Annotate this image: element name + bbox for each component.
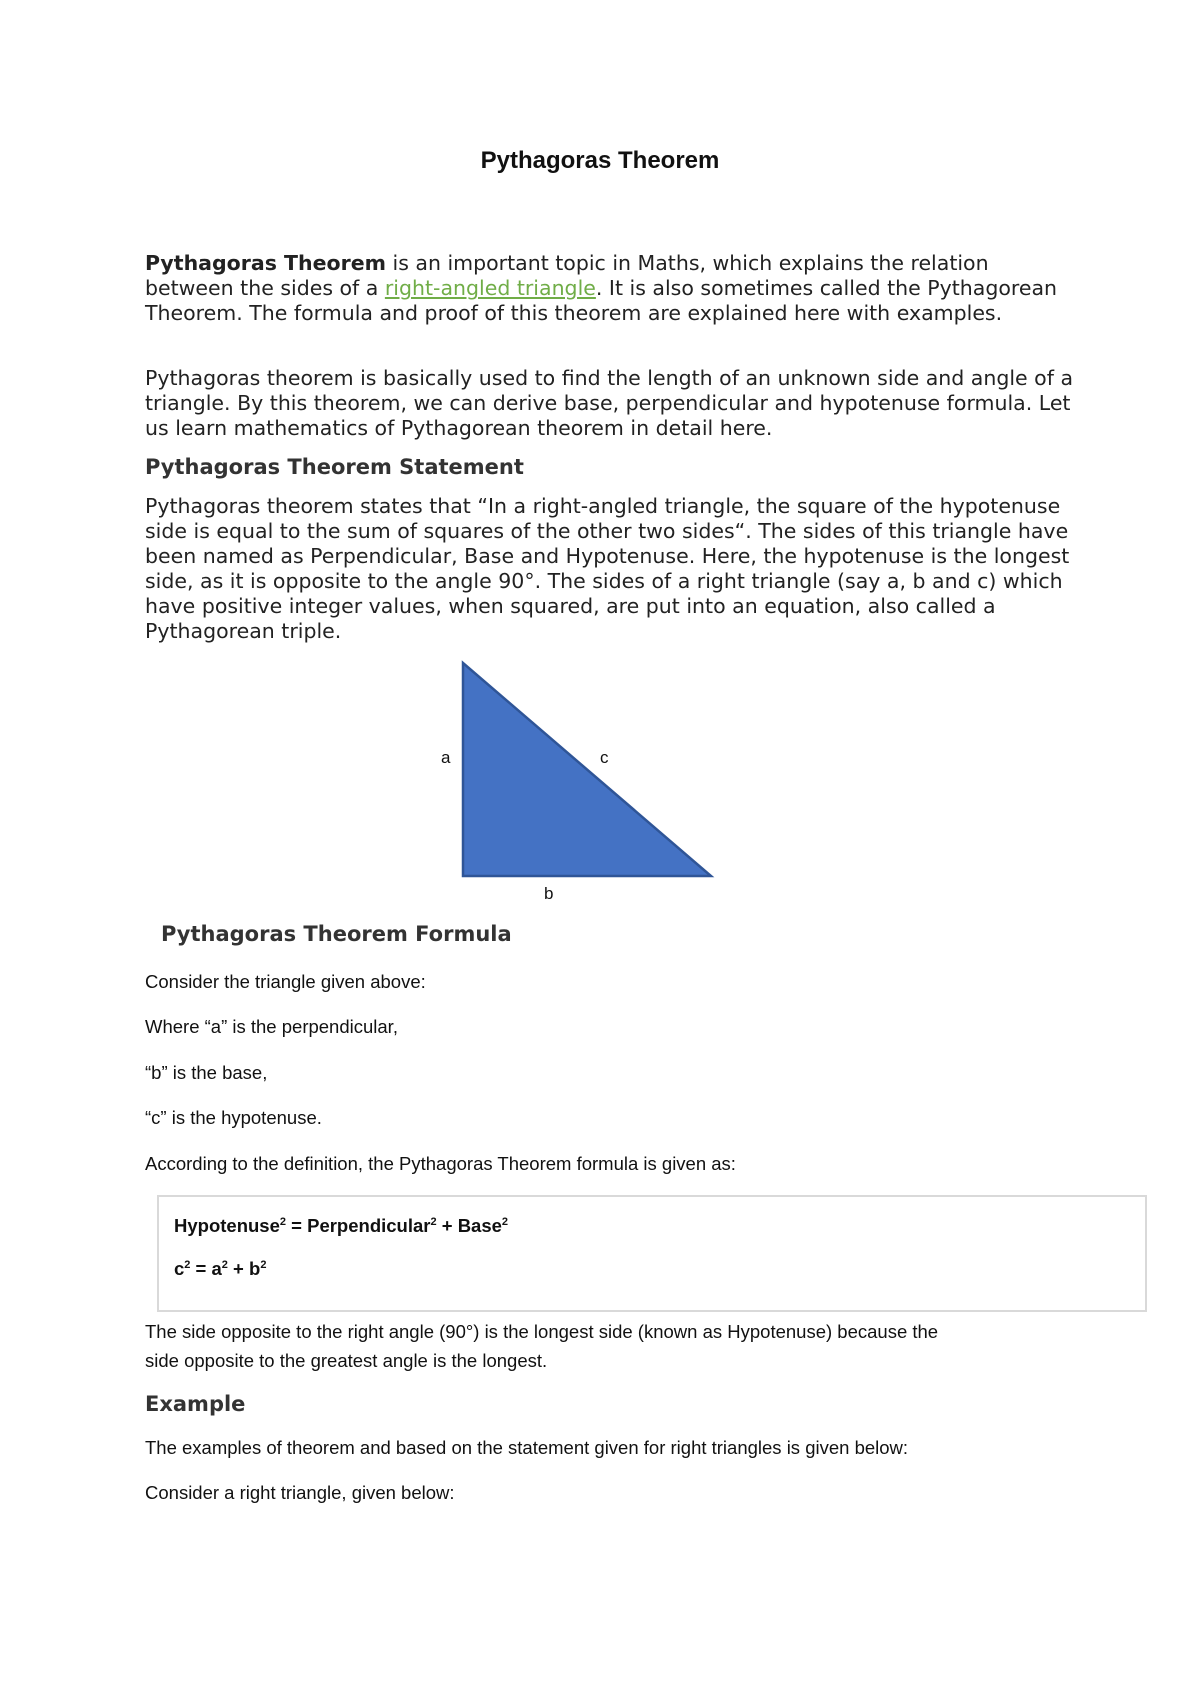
base-definition: “b” is the base, (145, 1062, 268, 1083)
hypotenuse-definition: “c” is the hypotenuse. (145, 1107, 322, 1128)
intro-paragraph-2: Pythagoras theorem is basically used to find the length of an unknown side and angle of a triangle. By this theorem, we can derive base, perpendicular and hypotenuse formula. Let us learn mathematics of Pythagorean theorem in detail here. (145, 366, 1074, 440)
formula-intro-line: Consider the triangle given above: (145, 971, 426, 992)
right-triangle-shape (463, 663, 711, 876)
hypotenuse-explanation-line-1: The side opposite to the right angle (90°) is the longest side (known as Hypotenuse) because the (145, 1321, 939, 1342)
formula-heading: Pythagoras Theorem Formula (161, 922, 512, 946)
formula-symbols: $c^2 = a^2 + b^2$ (174, 1258, 267, 1279)
example-intro-line: The examples of theorem and based on the statement given for right triangles is given below: (145, 1437, 909, 1458)
side-label-c: c (600, 748, 609, 767)
formula-box (157, 1195, 1147, 1312)
example-consider-line: Consider a right triangle, given below: (145, 1482, 455, 1503)
intro-text-before-link: is an important topic in Maths, which explains the relation between the sides of a (145, 251, 989, 300)
statement-heading: Pythagoras Theorem Statement (145, 455, 524, 479)
side-label-b: b (544, 884, 554, 903)
page-title: Pythagoras Theorem (480, 147, 720, 174)
hypotenuse-explanation-line-2: side opposite to the greatest angle is the longest. (145, 1350, 548, 1371)
right-triangle-diagram (430, 655, 730, 905)
right-angled-triangle-link[interactable]: right-angled triangle (384, 276, 596, 300)
example-heading: Example (145, 1392, 246, 1416)
statement-paragraph: Pythagoras theorem states that “In a right-angled triangle, the square of the hypotenuse side is equal to the sum of squares of the other two sides“. The sides of this triangle have been named as Perpendicular, Base and Hypotenuse. Here, the hypotenuse is the longest side, as it is opposite to the angle 90°. The sides of a right triangle (say a, b and c) which have positive integer values, when squared, are put into an equation, also called a Pythagorean triple. (145, 494, 1070, 643)
side-label-a: a (441, 748, 451, 767)
formula-definition-line: According to the definition, the Pythagoras Theorem formula is given as: (145, 1153, 736, 1174)
intro-bold-lead: Pythagoras Theorem (145, 251, 386, 275)
triangle-svg (430, 655, 730, 905)
perpendicular-definition: Where “a” is the perpendicular, (145, 1016, 398, 1037)
formula-words: Hypotenuse$^2$ = Perpendicular$^2$ + Base$^2$ (174, 1215, 509, 1236)
intro-paragraph-1 (145, 251, 1075, 326)
intro-text-after-link: . It is also sometimes called the Pythagorean Theorem. The formula and proof of this theorem are explained here with examples. (145, 276, 1058, 325)
